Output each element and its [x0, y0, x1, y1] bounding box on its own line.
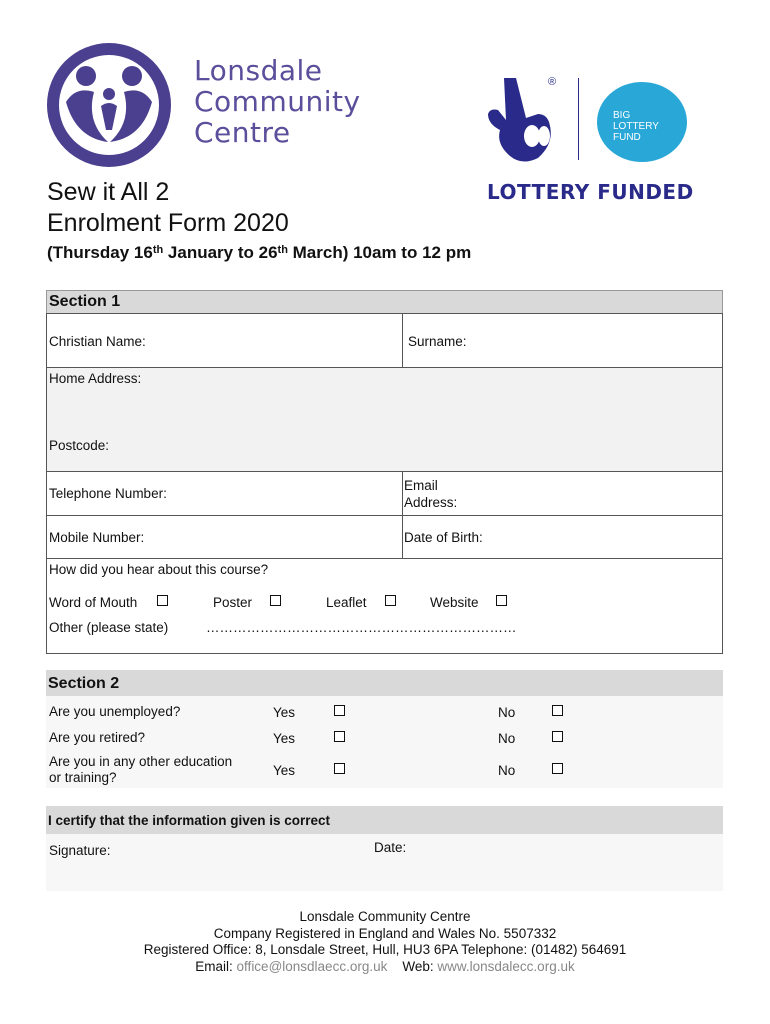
- registered-mark: ®: [548, 76, 557, 88]
- mobile-label: Mobile Number:: [49, 530, 145, 545]
- q-education: Are you in any other education or training?: [49, 754, 233, 785]
- other-label: Other (please state): [49, 620, 169, 635]
- website-label: Website: [430, 595, 479, 610]
- postcode-label: Postcode:: [49, 438, 110, 453]
- website-checkbox[interactable]: [496, 595, 507, 606]
- telephone-label: Telephone Number:: [49, 486, 167, 501]
- page-title: Sew it All 2 Enrolment Form 2020: [47, 178, 289, 237]
- date-field[interactable]: [414, 838, 714, 878]
- q-education-yes-checkbox[interactable]: [334, 763, 345, 774]
- dob-label: Date of Birth:: [404, 530, 483, 545]
- date-label: Date:: [374, 840, 407, 855]
- big-lottery-badge: BIG LOTTERY FUND: [597, 82, 687, 162]
- q-unemployed: Are you unemployed?: [49, 704, 181, 719]
- poster-label: Poster: [213, 595, 253, 610]
- footer-registration: Company Registered in England and Wales No. 5507332: [213, 926, 557, 941]
- footer-web-link[interactable]: www.lonsdalecc.org.uk: [437, 959, 575, 974]
- lonsdale-emblem-icon: [46, 42, 196, 168]
- poster-checkbox[interactable]: [270, 595, 281, 606]
- footer-address: Registered Office: 8, Lonsdale Street, Hull, HU3 6PA Telephone: (01482) 564691: [143, 942, 627, 957]
- org-name: Lonsdale Community Centre: [194, 54, 361, 149]
- lonsdale-logo: [46, 42, 196, 168]
- hear-about-question: How did you hear about this course?: [49, 562, 269, 577]
- q-education-yes-label: Yes: [273, 763, 296, 778]
- signature-label: Signature:: [49, 843, 111, 858]
- lottery-funded-text: LOTTERY FUNDED: [487, 180, 694, 204]
- footer-org: Lonsdale Community Centre: [299, 909, 471, 924]
- home-address-label: Home Address:: [49, 371, 142, 386]
- word-of-mouth-label: Word of Mouth: [49, 595, 138, 610]
- home-address-field[interactable]: [46, 367, 723, 472]
- footer-web-label: Web:: [402, 959, 434, 974]
- certify-heading: I certify that the information given is correct: [46, 806, 723, 834]
- word-of-mouth-checkbox[interactable]: [157, 595, 168, 606]
- q-unemployed-no-checkbox[interactable]: [552, 705, 563, 716]
- section-2-heading: Section 2: [46, 670, 723, 696]
- footer-email-label: Email:: [195, 959, 233, 974]
- q-retired: Are you retired?: [49, 730, 146, 745]
- footer-email-link[interactable]: office@lonsdlaecc.org.uk: [236, 959, 388, 974]
- q-retired-no-checkbox[interactable]: [552, 731, 563, 742]
- q-retired-no-label: No: [498, 731, 516, 746]
- q-unemployed-yes-checkbox[interactable]: [334, 705, 345, 716]
- course-dates: (Thursday 16th January to 26th March) 10am to 12 pm: [47, 243, 472, 262]
- leaflet-checkbox[interactable]: [385, 595, 396, 606]
- lottery-divider: [578, 78, 579, 160]
- q-retired-yes-label: Yes: [273, 731, 296, 746]
- q-unemployed-no-label: No: [498, 705, 516, 720]
- q-retired-yes-checkbox[interactable]: [334, 731, 345, 742]
- footer-contact: [0, 959, 770, 974]
- signature-field[interactable]: [120, 838, 365, 878]
- other-input[interactable]: ……………………………………………………………: [206, 620, 517, 635]
- leaflet-label: Leaflet: [326, 595, 367, 610]
- christian-name-label: Christian Name:: [49, 334, 146, 349]
- q-education-no-checkbox[interactable]: [552, 763, 563, 774]
- q-education-no-label: No: [498, 763, 516, 778]
- section-1-heading: Section 1: [46, 290, 723, 314]
- q-unemployed-yes-label: Yes: [273, 705, 296, 720]
- email-label: Email Address:: [404, 478, 458, 510]
- surname-label: Surname:: [408, 334, 467, 349]
